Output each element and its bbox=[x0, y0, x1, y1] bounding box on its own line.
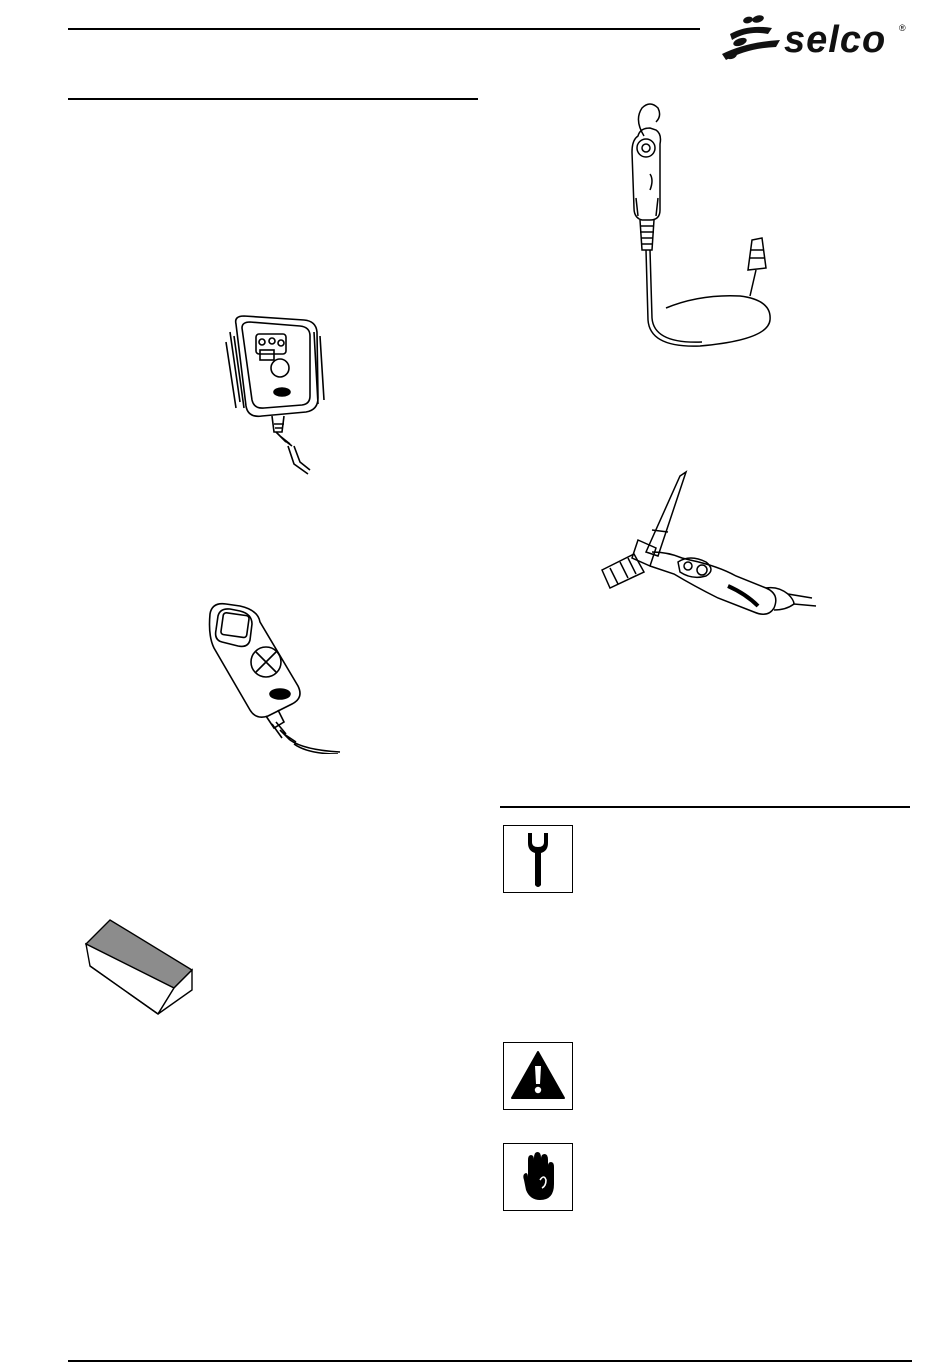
footer-rule bbox=[68, 1360, 912, 1362]
left-section-rule bbox=[68, 98, 478, 100]
remote-control-rc18-icon bbox=[204, 600, 344, 754]
logo-swoosh-icon bbox=[718, 14, 788, 62]
logo-registered-mark: ® bbox=[899, 23, 906, 33]
wrench-symbol-box bbox=[503, 825, 573, 893]
selco-logo bbox=[718, 14, 910, 62]
foot-pedal-icon bbox=[78, 918, 198, 1018]
remote-control-rc16-icon bbox=[222, 312, 332, 476]
warning-triangle-icon bbox=[510, 1050, 566, 1102]
logo-wordmark: selco bbox=[784, 19, 887, 61]
tig-torch-icon bbox=[598, 470, 822, 620]
hand-stop-symbol-box bbox=[503, 1143, 573, 1211]
warning-symbol-box bbox=[503, 1042, 573, 1110]
remote-lamp-hook-icon bbox=[620, 100, 780, 352]
hand-stop-icon bbox=[518, 1150, 558, 1204]
wrench-icon bbox=[518, 829, 558, 889]
right-section-rule bbox=[500, 806, 910, 808]
header-rule bbox=[68, 28, 700, 30]
